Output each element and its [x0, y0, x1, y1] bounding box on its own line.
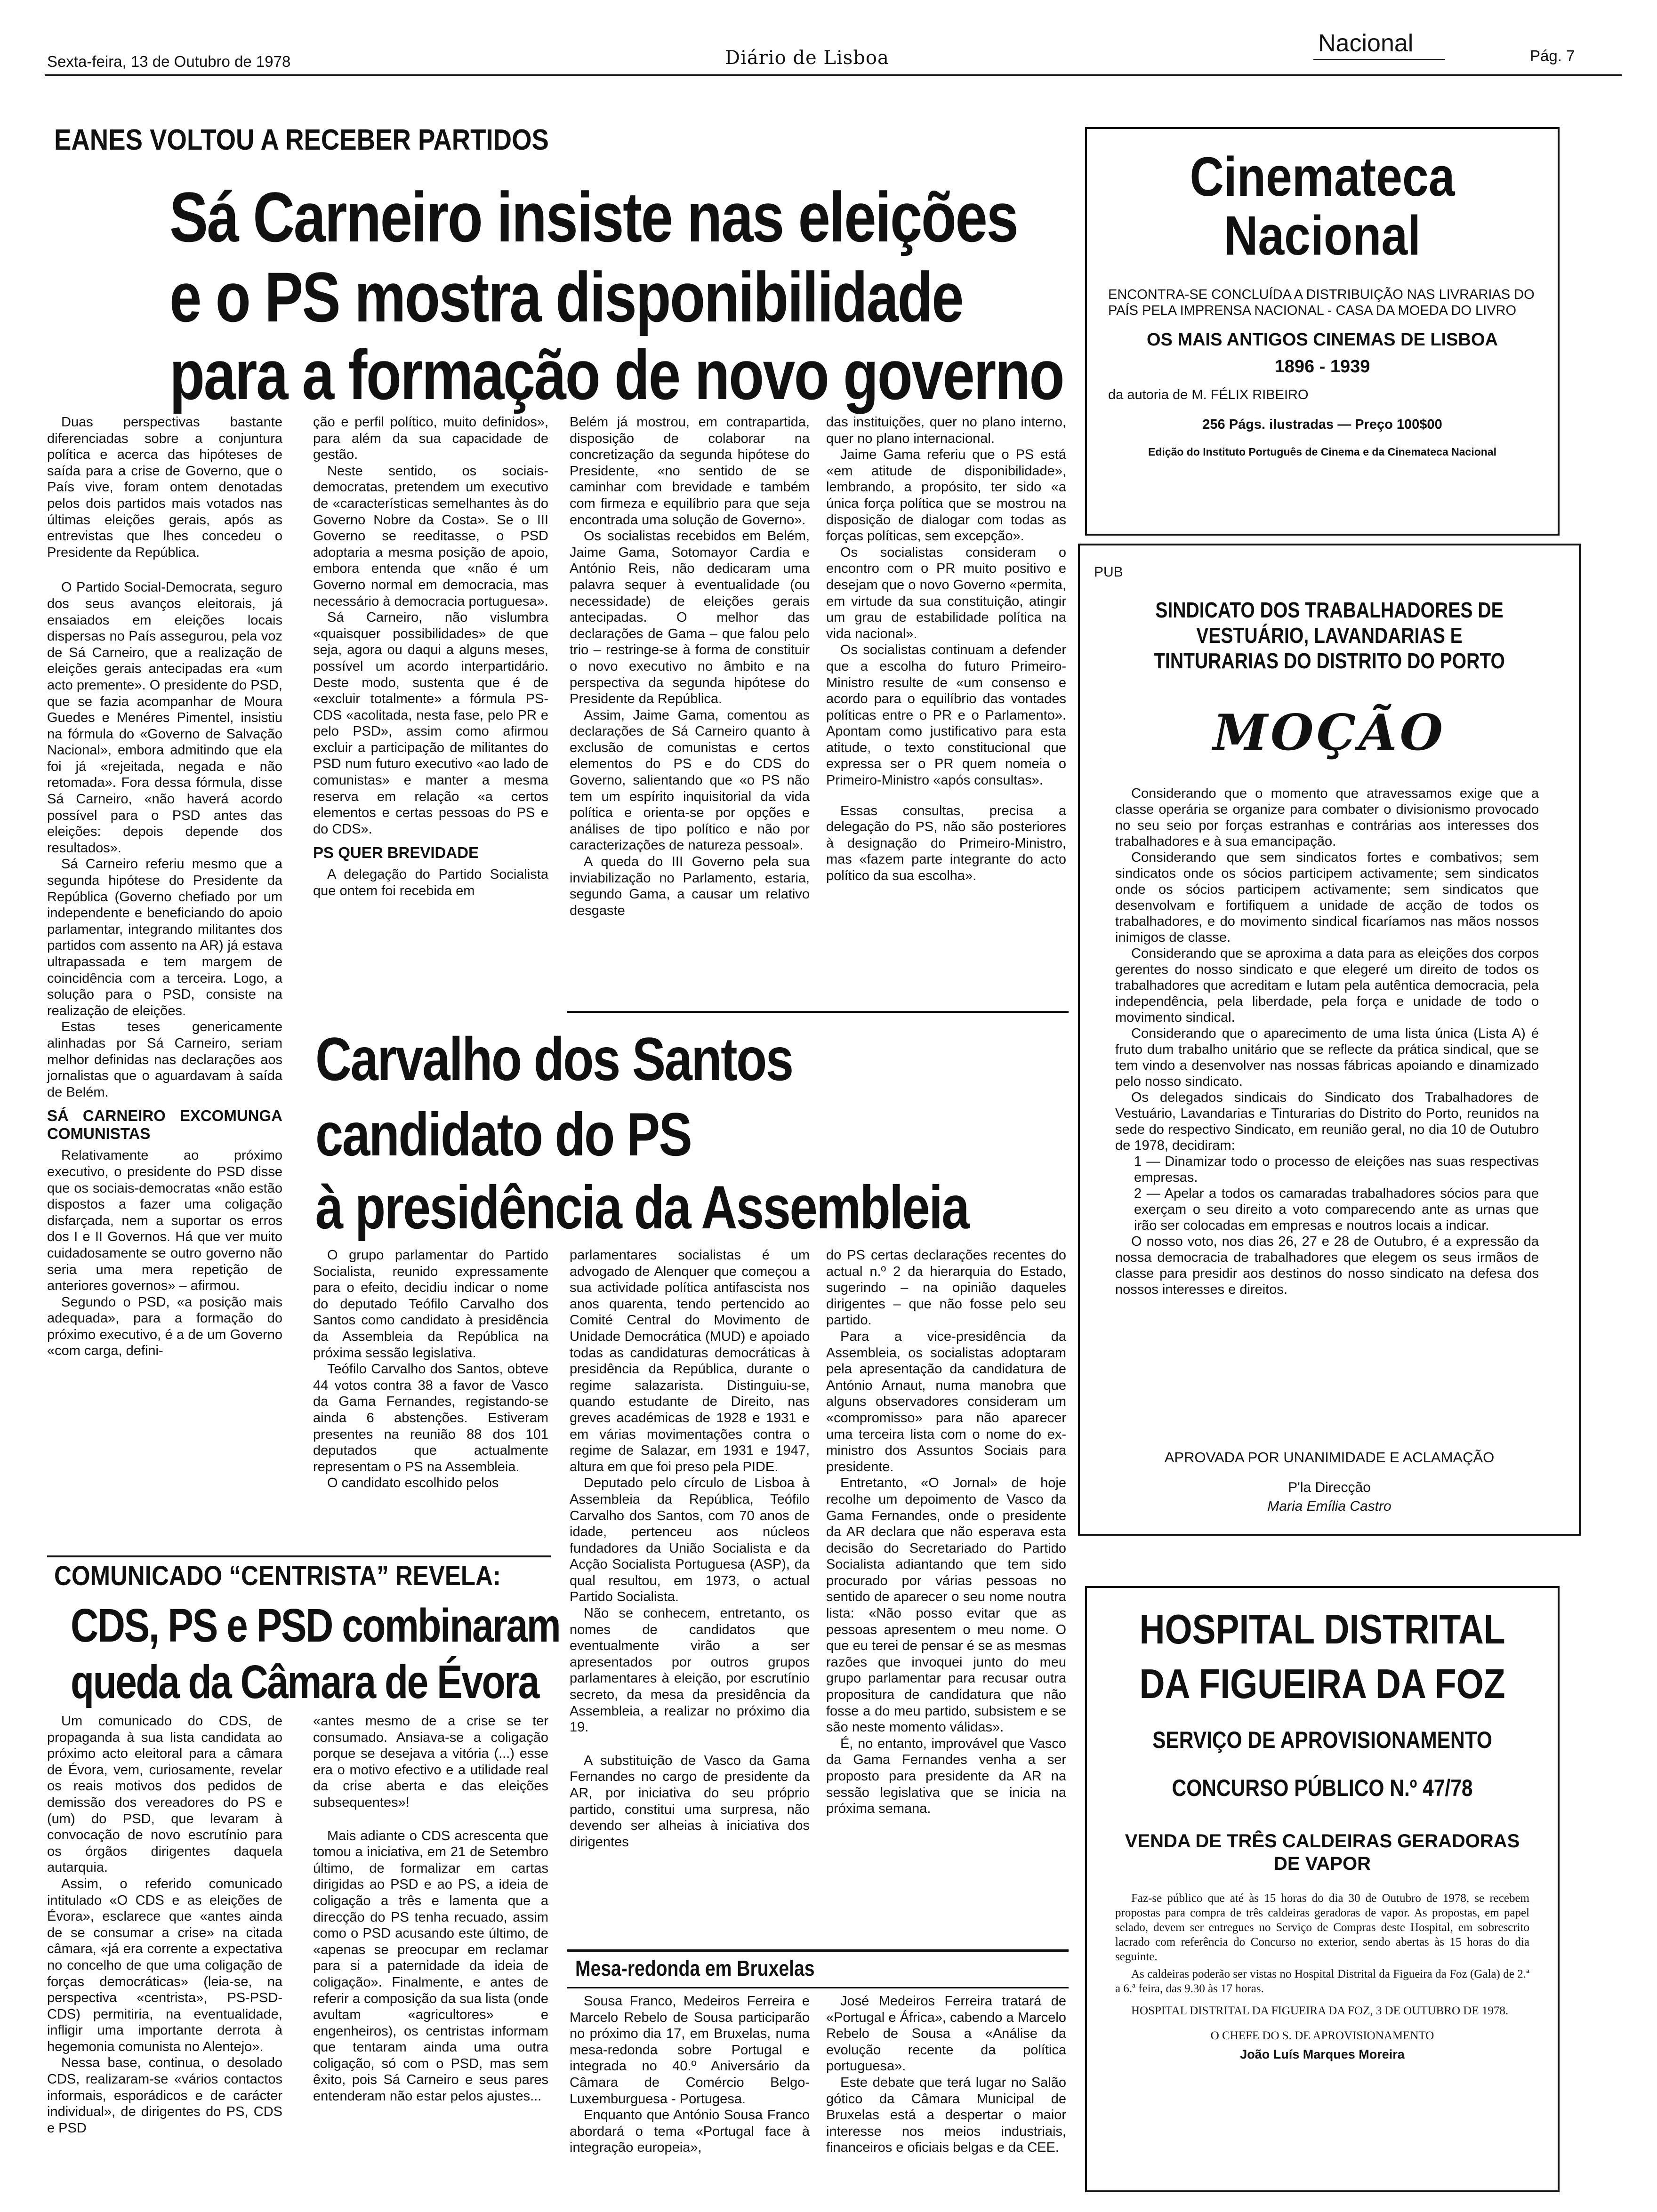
- article1-kicker: EANES VOLTOU A RECEBER PARTIDOS: [54, 124, 549, 156]
- hospital-chief-title: O CHEFE DO S. DE APROVISIONAMENTO: [1210, 2029, 1434, 2042]
- article1-column-1: [47, 414, 282, 1359]
- hospital-notice: Faz-se público que até às 15 horas do dia 30 de Outubro de 1978, se recebem propostas para compra de três caldeiras geradoras de vapor. As propostas, em papel selado, devem ser entregues no Serviço de Compras deste Hospital, em sobrescrito lacrado com referência do Concurso no exterior, sendo abertas às 15 horas do dia seguinte.: [1115, 1892, 1529, 1963]
- paragraph: Não se conhecem, entretanto, os nomes de candidatos que eventualmente virão a ser apresentados por outros grupos parlamentares à eleição, por escrutínio secreto, da mesa da presidência da Assembleia, a realizar no próximo dia 19.: [570, 1606, 810, 1735]
- paragraph: Essas consultas, precisa a delegação do PS, não são posteriores à designação do Primeiro-Ministro, mas «fazem parte integrante do acto político da sua escolha».: [826, 803, 1066, 884]
- article4-column-2: [826, 1993, 1066, 2181]
- hospital-sale: VENDA DE TRÊS CALDEIRAS GERADORAS DE VAPOR: [1125, 1831, 1520, 1874]
- mocao-approved: APROVADA POR UNANIMIDADE E ACLAMAÇÃO: [1164, 1449, 1495, 1466]
- cinemateca-title-2: Nacional: [1223, 205, 1421, 267]
- article1-column-3: [570, 414, 810, 998]
- paragraph: Segundo o PSD, «a posição mais adequada», para a formação do próximo executivo, é a de um Governo «com carga, defini-: [47, 1294, 282, 1359]
- paragraph: Considerando que se aproxima a data para as eleições dos corpos gerentes do nosso sindicato e que elegeré um direito de todos os trabalhadores que acreditam e lutam pela autêntica democracia, pela independência, pela liberdade, pela força e unidade de todo o movimento sindical.: [1115, 946, 1539, 1025]
- cinemateca-years: 1896 - 1939: [1274, 357, 1370, 377]
- paragraph: do PS certas declarações recentes do actual n.º 2 da hierarquia do Estado, sugerindo – na opinião daqueles dirigentes – que não fosse pelo seu partido.: [826, 1248, 1066, 1328]
- article1-headline-line1: Sá Carneiro insiste nas eleições: [169, 177, 1018, 256]
- paragraph: Considerando que o momento que atravessamos exige que a classe operária se organize para combater o divisionismo provocado no seu seio por forças estranhas e contrárias aos interesses dos trabalhadores e à sua emancipação.: [1115, 786, 1539, 849]
- list-item: 1 — Dinamizar todo o processo de eleições nas suas respectivas empresas.: [1134, 1154, 1539, 1185]
- hospital-service: SERVIÇO DE APROVISIONAMENTO: [1152, 1727, 1492, 1753]
- paragraph: O Partido Social-Democrata, seguro dos seus avanços eleitorais, já ensaiados em eleições locais dispersas no País assegurou, pela voz de Sá Carneiro, que a realização de eleições gerais antecipadas era «um acto premente». O presidente do PSD, que se fazia acompanhar de Moura Guedes e Menéres Pimentel, insistiu na fórmula do «Governo de Salvação Nacional», embora admitindo que ela foi já «rejeitada, negada e não retomada». Fora dessa fórmula, disse Sá Carneiro, «não haverá acordo possível para o PSD antes das eleições: depois depende dos resultados».: [47, 580, 282, 856]
- hospital-contest: CONCURSO PÚBLICO N.º 47/78: [1172, 1775, 1473, 1801]
- paragraph: Relativamente ao próximo executivo, o presidente do PSD disse que os sociais-democratas «não estão dispostos a fazer uma coligação disfarçada, nem a suportar os erros dos I e II Governos. Há que ver muito cuidadosamente se outro governo não seria uma mera repetição de anteriores governos» – afirmou.: [47, 1148, 282, 1294]
- paragraph: Assim, o referido comunicado intitulado «O CDS e as eleições de Évora», esclarece que «antes ainda de se consumar a crise» na citada câmara, «já era corrente a expectativa no concelho de que uma coligação de forças democráticas» (leia-se, na perspectiva «centrista», PS-PSD-CDS) permitiria, na eventualidade, infligir uma importante derrota à hegemonia comunista no Alentejo».: [47, 1876, 282, 2054]
- cinemateca-distribution: ENCONTRA-SE CONCLUÍDA A DISTRIBUIÇÃO NAS LIVRARIAS DO PAÍS PELA IMPRENSA NACIONAL - CASA DA MOEDA DO LIVRO: [1108, 287, 1535, 318]
- article1-column-4: [826, 414, 1066, 998]
- article1-subheading-2: PS QUER BREVIDADE: [313, 844, 479, 862]
- article2-headline-line2: candidato do PS: [315, 1100, 692, 1169]
- paragraph: Entretanto, «O Jornal» de hoje recolhe um depoimento de Vasco da Gama Fernandes, onde o presidente da AR declara que não esperava esta decisão do Secretariado do Partido Socialista adiantando que tem sido procurado por várias pessoas no sentido de aparecer o seu nome noutra lista: «Não posso evitar que as pessoas apresentem o meu nome. O que eu terei de pensar é se as mesmas razões que invoquei junto do meu grupo parlamentar para recusar outra propositura de candidatura que não fosse a do meu partido, subsistem e se são neste momento válidas».: [826, 1475, 1066, 1735]
- paragraph: José Medeiros Ferreira tratará de «Portugal e África», cabendo a Marcelo Rebelo de Sousa a «Análise da evolução recente da política portuguesa».: [826, 1994, 1066, 2074]
- paragraph: Jaime Gama referiu que o PS está «em atitude de disponibilidade», lembrando, a propósito, ter sido «a única força política que se mostrou na disposição de dialogar com todas as forças políticas, sem excepção».: [826, 447, 1066, 544]
- cinemateca-price: 256 Págs. ilustradas — Preço 100$00: [1202, 417, 1442, 432]
- hospital-ad: [1085, 1586, 1560, 2192]
- paragraph: Os delegados sindicais do Sindicato dos Trabalhadores de Vestuário, Lavandarias e Tinturarias do Distrito do Porto, reunidos na sede do respectivo Sindicato, em reunião geral, no dia 10 de Outubro de 1978, decidiram:: [1115, 1090, 1539, 1153]
- paragraph: A substituição de Vasco da Gama Fernandes no cargo de presidente da AR, por iniciativa do seu próprio partido, constitui uma surpresa, não devendo ser alheias à iniciativa dos dirigentes: [570, 1753, 810, 1850]
- issue-date: Sexta-feira, 13 de Outubro de 1978: [47, 53, 291, 70]
- hospital-chief-name: João Luís Marques Moreira: [1240, 2047, 1405, 2061]
- paragraph: Estas teses genericamente alinhadas por Sá Carneiro, seriam melhor definidas nas declarações aos jornalistas que o aguardavam à saída de Belém.: [47, 1019, 282, 1100]
- section-underline: [1313, 59, 1445, 60]
- article4-column-1: [570, 1993, 810, 2181]
- article3-headline-line2: queda da Câmara de Évora: [71, 1656, 539, 1708]
- paragraph: O candidato escolhido pelos: [327, 1475, 499, 1491]
- paragraph: Os socialistas consideram o encontro com o PR muito positivo e desejam que o novo Governo «permita, em virtude da sua constituição, atingir um grau de estabilidade política na vida nacional».: [826, 545, 1066, 641]
- masthead: Diário de Lisboa: [725, 47, 889, 69]
- paragraph: Enquanto que António Sousa Franco abordará o tema «Portugal face à integração europeia»,: [570, 2108, 810, 2156]
- list-item: 2 — Apelar a todos os camaradas trabalhadores sócios para que exerçam o seu direito a voto comparecendo ante as urnas que irão ser colocadas em empresas e noutros locais a indicar.: [1134, 1186, 1539, 1233]
- paragraph: Duas perspectivas bastante diferenciadas sobre a conjuntura política e acerca das hipóteses de saída para a crise de Governo, que o País vive, foram ontem denotadas pelos dois partidos mais votados nas últimas eleições gerais, após as entrevistas que lhes concedeu o Presidente da República.: [47, 415, 282, 560]
- paragraph: Os socialistas recebidos em Belém, Jaime Gama, Sotomayor Cardia e António Reis, não dedicaram uma palavra sequer à eventualidade (ou necessidade) de eleições gerais antecipadas. O melhor das declarações de Gama – que falou pelo trio – restringe-se à forma de constituir o novo executivo no âmbito e na perspectiva da segunda hipótese do Presidente da República.: [570, 529, 810, 707]
- article1-column-2: [313, 414, 548, 998]
- mocao-body: [1115, 785, 1539, 1298]
- cinemateca-book-title: OS MAIS ANTIGOS CINEMAS DE LISBOA: [1147, 330, 1498, 350]
- paragraph: É, no entanto, improvável que Vasco da Gama Fernandes venha a ser proposto para presidente da AR na sessão legislativa que se inicia na próxima semana.: [826, 1736, 1066, 1817]
- paragraph: A queda do III Governo pela sua inviabilização no Parlamento, estaria, segundo Gama, a causar um relativo desgaste: [570, 854, 810, 918]
- article4-headline-rule: [567, 1987, 1069, 1988]
- paragraph: Nessa base, continua, o desolado CDS, realizaram-se «vários contactos informais, esporádicos e de carácter individual», de dirigentes do PS, CDS e PSD: [47, 2055, 282, 2136]
- article3-column-1: [47, 1713, 282, 2184]
- article2-top-rule: [567, 1011, 1069, 1013]
- paragraph: Assim, Jaime Gama, comentou as declarações de Sá Carneiro quanto à exclusão de comunistas e certos elementos do PS e do CDS do Governo, salientando que «o PS não tem um espírito inquisitorial da vida política e orienta-se por opções e análises de tipo político e não por caracterizações de natureza pessoal».: [570, 707, 810, 853]
- paragraph: Este debate que terá lugar no Salão gótico da Câmara Municipal de Bruxelas está a despertar o maior interesse nos meios industriais, financeiros e oficiais belgas e da CEE.: [826, 2075, 1066, 2156]
- article2-column-2: [570, 1247, 810, 1939]
- article3-column-2: [313, 1713, 548, 2184]
- paragraph: Um comunicado do CDS, de propaganda à sua lista candidata ao próximo acto eleitoral para a câmara de Évora, vem, curiosamente, revelar os reais motivos dos pedidos de demissão dos vereadores do PS e (um) do PSD, que levaram à convocação de novo escrutínio para os órgãos dirigentes daquela autarquia.: [47, 1714, 282, 1875]
- article4-headline: Mesa-redonda em Bruxelas: [575, 1956, 815, 1980]
- article1-headline-line2: e o PS mostra disponibilidade: [169, 257, 963, 337]
- mocao-title: MOÇÃO: [1213, 703, 1446, 761]
- cinemateca-title-1: Cinemateca: [1190, 146, 1455, 208]
- article3-headline-line1: CDS, PS e PSD combinaram: [71, 1599, 560, 1652]
- mocao-signature-label: P'la Direcção: [1288, 1480, 1371, 1495]
- section-name: Nacional: [1318, 30, 1414, 57]
- paragraph: O nosso voto, nos dias 26, 27 e 28 de Outubro, é a expressão da nossa democracia de trabalhadores que elegem os seus irmãos de classe para presidir aos destinos do nosso sindicato na defesa dos nossos interesses e direitos.: [1115, 1234, 1539, 1297]
- article2-column-1: [313, 1247, 548, 1553]
- paragraph: Teófilo Carvalho dos Santos, obteve 44 votos contra 38 a favor de Vasco da Gama Fernandes, registando-se ainda 6 abstenções. Estiveram presentes na reunião 88 dos 101 deputados que actualmente representam o PS na Assembleia.: [313, 1362, 548, 1475]
- paragraph: Os socialistas continuam a defender que a escolha do futuro Primeiro-Ministro resulte de «um consenso e acordo para o equilíbrio das vontades políticas entre o PR e o Parlamento». Apontam como justificativo para esta atitude, o texto constitucional que expressa ser o PR quem nomeia o Primeiro-Ministro «após consultas».: [826, 642, 1066, 788]
- article4-top-rule: [567, 1949, 1069, 1952]
- mocao-ad: [1078, 544, 1581, 1536]
- paragraph: Para a vice-presidência da Assembleia, os socialistas adoptaram pela apresentação da candidatura de António Arnaut, numa manobra que alguns observadores consideram um «compromisso» para não aparecer uma terceira lista com o nome do ex-ministro dos Assuntos Sociais para presidente.: [826, 1329, 1066, 1475]
- paragraph: ção e perfil político, muito definidos», para além da sua capacidade de gestão.: [313, 415, 548, 463]
- paragraph: «antes mesmo de a crise se ter consumado. Ansiava-se a coligação porque se desejava a vitória (...) esse era o motivo efectivo e a utilidade real da crise aberta e das eleições subsequentes»!: [313, 1714, 548, 1810]
- paragraph: Sá Carneiro referiu mesmo que a segunda hipótese do Presidente da República (Governo chefiado por um independente e beneficiando do apoio parlamentar, integrando militantes dos partidos com assento na AR) já estava ultrapassada e tem margem de coincidência com a terceira. Logo, a solução para o PSD, consiste na realização de eleições.: [47, 857, 282, 1018]
- mocao-signature-name: Maria Emília Castro: [1267, 1499, 1392, 1514]
- hospital-title-1: HOSPITAL DISTRITAL: [1139, 1606, 1505, 1652]
- article2-headline-line3: à presidência da Assembleia: [315, 1173, 969, 1242]
- page-number: Pág. 7: [1530, 47, 1575, 64]
- paragraph: Neste sentido, os sociais-democratas, pretendem um executivo de «características semelhantes às do Governo Nobre da Costa». Se o III Governo se reeditasse, o PSD adoptaria a mesma posição de apoio, embora entenda que «não é um Governo normal em democracia, mas necessário à democracia portuguesa».: [313, 463, 548, 609]
- cinemateca-author: da autoria de M. FÉLIX RIBEIRO: [1108, 387, 1309, 402]
- paragraph: Sá Carneiro, não vislumbra «quaisquer possibilidades» de que seja, agora ou daqui a alguns meses, possível um acordo interpartidário. Deste modo, sustenta que é de «excluir totalmente» a fórmula PS-CDS «acolitada, nesta fase, pelo PR e pelo PSD», assim como afirmou excluir a participação de militantes do PSD num futuro executivo «ao lado de comunistas» e manter a mesma reserva em relação «a certos elementos e certas pessoas do PS e do CDS».: [313, 610, 548, 837]
- cinemateca-ad: [1085, 127, 1560, 536]
- paragraph: O grupo parlamentar do Partido Socialista, reunido expressamente para o efeito, decidiu indicar o nome do deputado Teófilo Carvalho dos Santos como candidato à presidência da Assembleia da República na próxima sessão legislativa.: [313, 1248, 548, 1361]
- paragraph: Considerando que o aparecimento de uma lista única (Lista A) é fruto dum trabalho unitário que se reflecte da prática sindical, que se tem vindo a desenvolver nas nossas fábricas apoiando e dinamizado pelo nosso sindicato.: [1115, 1026, 1539, 1089]
- article2-column-3: [826, 1247, 1066, 1939]
- paragraph: Considerando que sem sindicatos fortes e combativos; sem sindicatos onde os sócios participem activamente; sem sindicatos onde os sócios participem activamente; sem sindicatos que desenvolvam e fortifiquem a unidade de acção de todos os trabalhadores, e do movimento sindical ficaríamos nas mãos nossos inimigos de classe.: [1115, 850, 1539, 945]
- pub-label: PUB: [1094, 564, 1123, 580]
- paragraph: A delegação do Partido Socialista que ontem foi recebida em: [313, 867, 548, 899]
- article1-subheading-1: SÁ CARNEIRO EXCOMUNGA COMUNISTAS: [47, 1107, 282, 1143]
- article3-kicker: COMUNICADO “CENTRISTA” REVELA:: [54, 1561, 501, 1591]
- cinemateca-edition: Edição do Instituto Português de Cinema e da Cinemateca Nacional: [1148, 446, 1496, 458]
- header-rule: [45, 74, 1622, 76]
- article3-top-rule: [47, 1555, 551, 1557]
- paragraph: das instituições, quer no plano interno, quer no plano internacional.: [826, 415, 1066, 446]
- paragraph: Mais adiante o CDS acrescenta que tomou a iniciativa, em 21 de Setembro último, de formalizar em cartas dirigidas ao PSD e ao PS, a ideia de coligação a três e lamenta que a direcção do PS tenha recuado, assim como o PSD acusando este último, de «apenas se preocupar em reclamar para si a paternidade da ideia de coligação». Finalmente, e antes de referir a composição da sua lista (onde avultam «agricultores» e engenheiros), os centristas informam que tentaram ainda uma outra coligação, só com o PSD, mas sem êxito, pois Sá Carneiro e seus pares entenderam não estar pelos ajustes...: [313, 1828, 548, 2104]
- hospital-title-2: DA FIGUEIRA DA FOZ: [1139, 1660, 1505, 1707]
- article2-headline-line1: Carvalho dos Santos: [315, 1025, 793, 1093]
- paragraph: parlamentares socialistas é um advogado de Alenquer que começou a sua actividade política antifascista nos anos quarenta, tendo pertencido ao Comité Central do Movimento de Unidade Democrática (MUD) e apoiado todas as candidaturas democráticas à presidência da República, durante o regime salazarista. Distinguiu-se, quando estudante de Direito, nas greves académicas de 1928 e 1931 e em várias movimentações contra o regime de Salazar, em 1931 e 1947, altura em que foi preso pela PIDE.: [570, 1248, 810, 1475]
- hospital-viewing: As caldeiras poderão ser vistas no Hospital Distrital da Figueira da Foz (Gala) de 2.ª a 6.ª feira, das 9.30 às 17 horas.: [1115, 1968, 1529, 1995]
- paragraph: Deputado pelo círculo de Lisboa à Assembleia da República, Teófilo Carvalho dos Santos, com 70 anos de idade, pertenceu aos núcleos fundadores da União Socialista e da Acção Socialista Portuguesa (ASP), da qual resultou, em 1973, o actual Partido Socialista.: [570, 1475, 810, 1605]
- mocao-organization: SINDICATO DOS TRABALHADORES DE VESTUÁRIO, LAVANDARIAS E TINTURARIAS DO DISTRITO DO PORTO: [1154, 598, 1505, 673]
- paragraph: Sousa Franco, Medeiros Ferreira e Marcelo Rebelo de Sousa participarão no próximo dia 17, em Bruxelas, numa mesa-redonda sobre Portugal e integrada no 40.º Aniversário da Câmara de Comércio Belgo-Luxemburguesa - Portugesa.: [570, 1994, 810, 2107]
- paragraph: Belém já mostrou, em contrapartida, disposição de colaborar na concretização da segunda hipótese do Presidente, «no sentido de se caminhar com brevidade e também com firmeza e equilíbrio para que seja encontrada uma solução de Governo».: [570, 415, 810, 528]
- article1-headline-line3: para a formação de novo governo: [169, 335, 1064, 414]
- hospital-dateline: HOSPITAL DISTRITAL DA FIGUEIRA DA FOZ, 3 DE OUTUBRO DE 1978.: [1131, 2004, 1509, 2017]
